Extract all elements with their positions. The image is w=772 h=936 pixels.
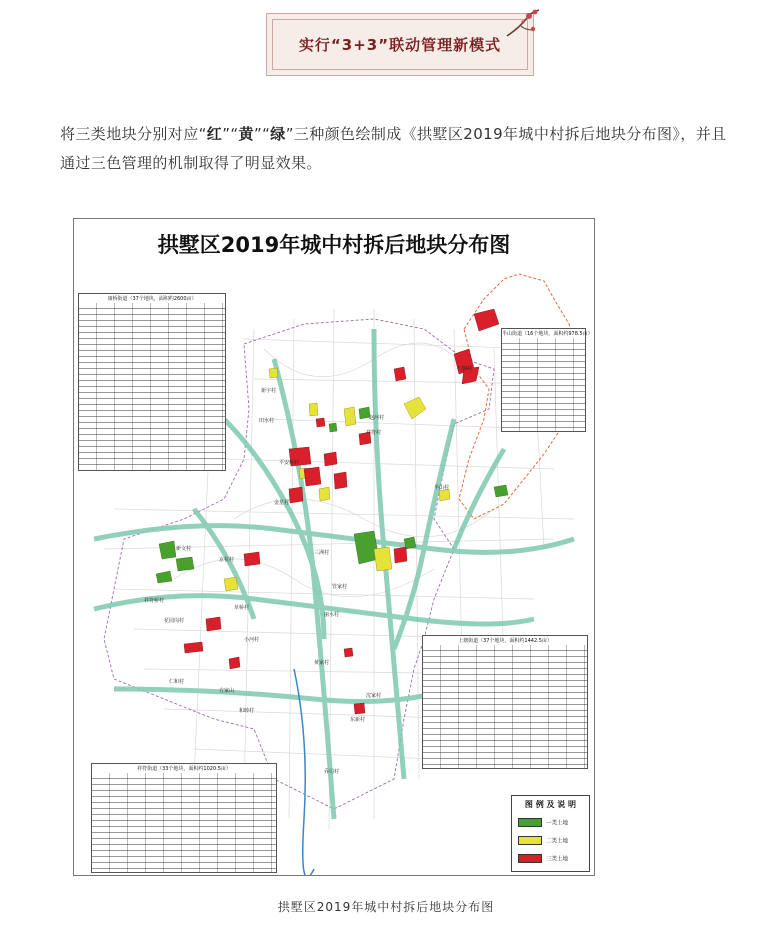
table-shangtang <box>422 635 588 769</box>
village-label: 田水村 <box>259 418 275 424</box>
village-label: 新文村 <box>176 546 192 552</box>
plum-blossom-icon <box>503 6 543 46</box>
village-label: 三洲村 <box>314 550 330 556</box>
village-label: 草桥村 <box>234 605 250 611</box>
para-sep-2: ”“ <box>253 125 271 143</box>
map-legend <box>511 795 590 872</box>
village-label: 半山村 <box>434 485 450 491</box>
legend-swatch-yellow <box>518 836 542 845</box>
para-yellow-word: 黄 <box>238 125 254 143</box>
village-label: 东新村 <box>350 717 366 723</box>
village-label: 和睦村 <box>239 708 255 714</box>
image-caption: 拱墅区2019年城中村拆后地块分布图 <box>277 900 495 914</box>
table-xiangfu <box>91 763 277 873</box>
village-label: 丽水村 <box>324 612 340 618</box>
para-text-1: 将三类地块分别对应“ <box>60 125 207 143</box>
village-label: 小河村 <box>244 637 260 643</box>
legend-swatch-red <box>518 854 542 863</box>
village-label: 仁和村 <box>169 679 185 685</box>
village-label: 新宇村 <box>261 388 277 394</box>
legend-item-class2 <box>518 836 568 846</box>
map-title: 拱墅区2019年城中村拆后地块分布图 <box>157 233 511 257</box>
table-shangtang-caption: 上塘街道（37个地块，面积约1442.5亩） <box>423 636 587 646</box>
legend-swatch-green <box>518 818 542 827</box>
village-label: 乔司村 <box>324 769 340 775</box>
para-sep-1: ”“ <box>222 125 239 143</box>
village-label: 祥符桥村 <box>144 598 165 604</box>
village-label: 花园岗村 <box>164 618 185 624</box>
para-text-2: ”三种颜色绘制成《拱墅区2019年城中村拆后地块分布图》，并且通过三色管理的机制取得了明显效果。 <box>60 125 727 172</box>
village-label: 平安桥村 <box>279 460 300 466</box>
table-kangqiao <box>78 293 226 471</box>
table-xiangfu-caption: 祥符街道（33个地块，面积约1020.5亩） <box>92 764 276 774</box>
table-banshan-caption: 半山街道（16个地块，面积约978.5亩） <box>502 331 593 337</box>
village-label: 祥符村 <box>366 430 382 436</box>
district-map <box>73 218 595 876</box>
village-label: 金星村 <box>274 500 290 506</box>
legend-label: 二类土地 <box>546 838 569 845</box>
village-label: 石塘村 <box>457 366 473 372</box>
legend-label: 一类土地 <box>546 820 569 827</box>
village-label: 方家山 <box>219 688 235 694</box>
village-label: 管家村 <box>332 584 348 590</box>
legend-title: 图 例 及 说 明 <box>524 800 577 809</box>
intro-paragraph <box>60 120 740 178</box>
para-red-word: 红 <box>206 125 223 143</box>
table-kangqiao-caption: 康桥街道（37个地块，面积约2600亩） <box>79 294 225 304</box>
legend-item-class3 <box>518 854 568 864</box>
village-label: 黄家村 <box>314 660 330 666</box>
village-label: 京杭村 <box>219 557 235 563</box>
legend-item-class1 <box>518 818 568 828</box>
header-banner <box>266 13 534 76</box>
table-banshan <box>501 328 593 432</box>
para-green-word: 绿 <box>270 125 286 143</box>
banner-title: 实行“3+3”联动管理新模式 <box>298 36 502 54</box>
village-label: 沈家村 <box>366 693 382 699</box>
legend-label: 三类土地 <box>546 856 569 863</box>
village-label: 赵河村 <box>369 415 385 421</box>
